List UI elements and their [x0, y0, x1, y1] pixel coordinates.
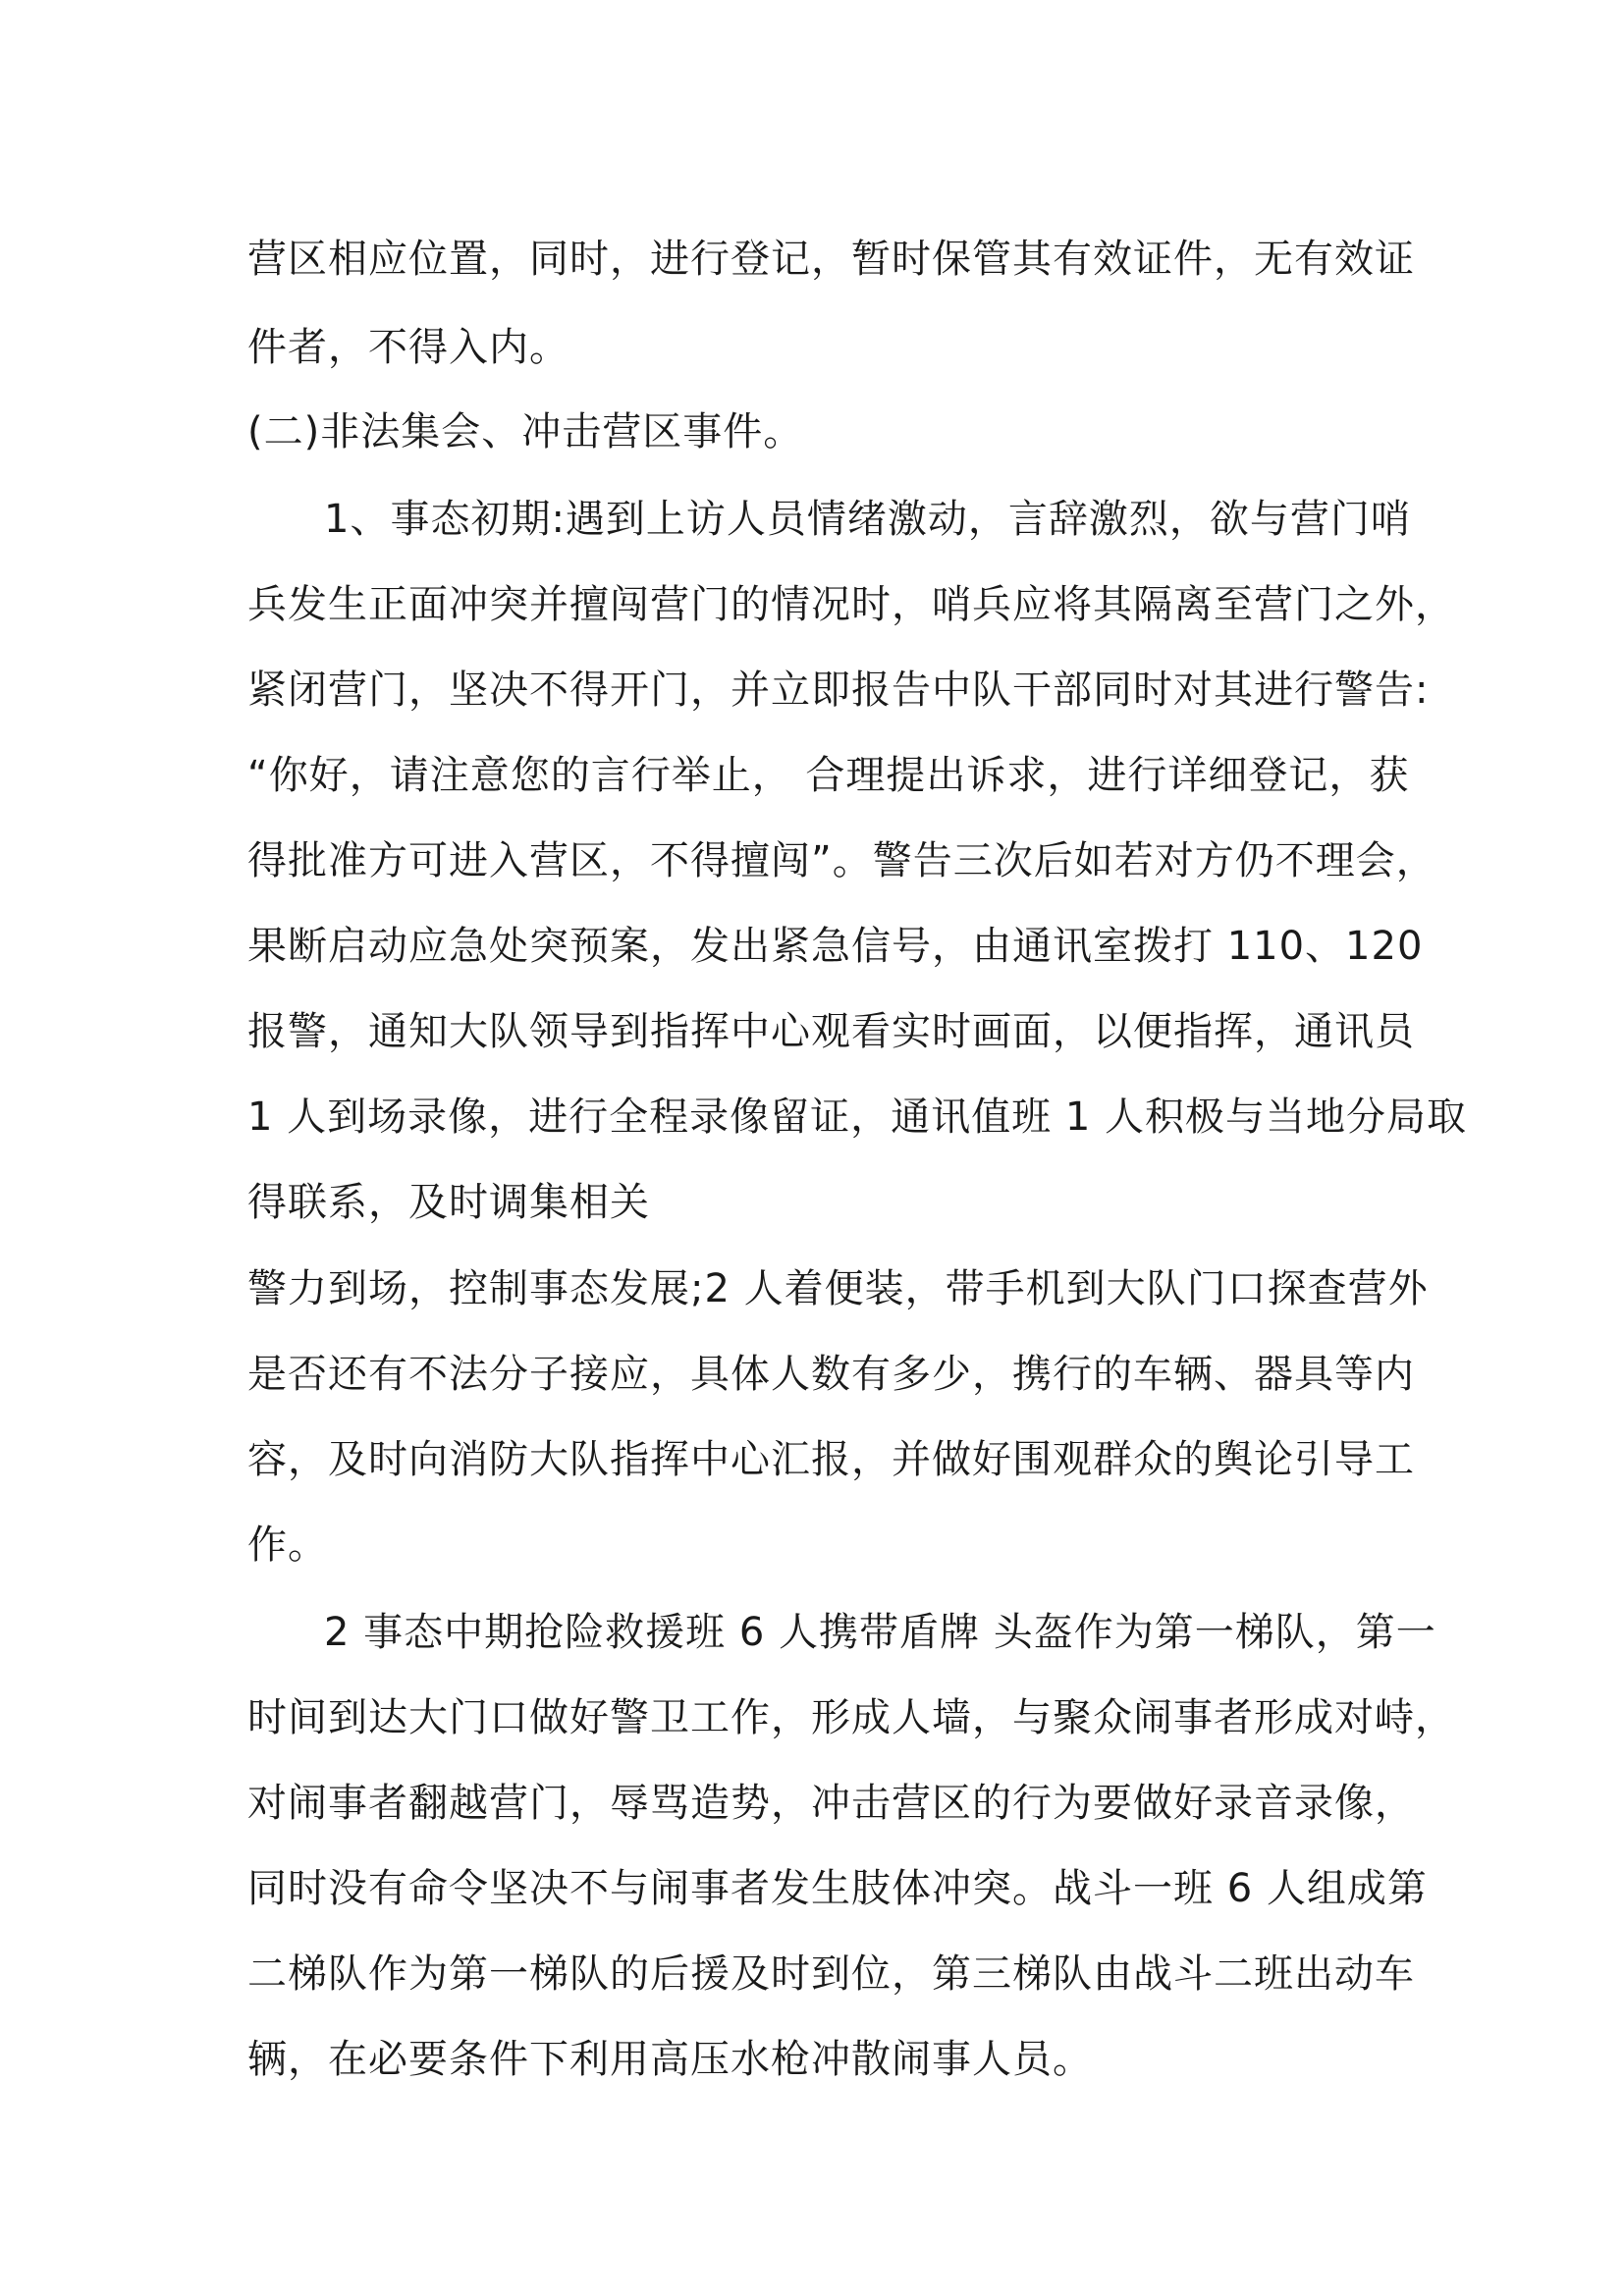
- text-line: 时间到达大门口做好警卫工作，形成人墙，与聚众闹事者形成对峙，: [247, 1695, 1455, 1740]
- text-line: 紧闭营门，坚决不得开门，并立即报告中队干部同时对其进行警告:: [247, 667, 1430, 713]
- text-line: 容，及时向消防大队指挥中心汇报，并做好围观群众的舆论引导工: [247, 1437, 1415, 1482]
- text-line: 得联系，及时调集相关: [247, 1180, 650, 1225]
- text-line: 件者，不得入内。: [247, 325, 569, 370]
- text-line: 同时没有命令坚决不与闹事者发生肢体冲突。战斗一班 6 人组成第: [247, 1866, 1428, 1911]
- text-line: 是否还有不法分子接应，具体人数有多少，携行的车辆、器具等内: [247, 1352, 1415, 1397]
- text-line: 二梯队作为第一梯队的后援及时到位，第三梯队由战斗二班出动车: [247, 1951, 1415, 1997]
- text-line: 1、事态初期:遇到上访人员情绪激动，言辞激烈，欲与营门哨: [324, 497, 1411, 542]
- text-line: “你好，请注意您的言行举止， 合理提出诉求，进行详细登记，获: [247, 753, 1410, 798]
- section-heading: (二)非法集会、冲击营区事件。: [247, 409, 804, 454]
- text-line: 警力到场，控制事态发展;2 人着便装，带手机到大队门口探查营外: [247, 1266, 1429, 1311]
- text-line: 营区相应位置，同时，进行登记，暂时保管其有效证件，无有效证: [247, 237, 1415, 282]
- text-line: 果断启动应急处突预案，发出紧急信号，由通讯室拨打 110、120: [247, 924, 1424, 969]
- text-line: 对闹事者翻越营门，辱骂造势，冲击营区的行为要做好录音录像，: [247, 1781, 1415, 1826]
- text-line: 报警，通知大队领导到指挥中心观看实时画面，以便指挥，通讯员: [247, 1009, 1415, 1054]
- text-line: 兵发生正面冲突并擅闯营门的情况时，哨兵应将其隔离至营门之外，: [247, 582, 1455, 627]
- text-line: 1 人到场录像，进行全程录像留证，通讯值班 1 人积极与当地分局取: [247, 1095, 1468, 1140]
- text-line: 2 事态中期抢险救援班 6 人携带盾牌 头盔作为第一梯队，第一: [324, 1610, 1436, 1655]
- text-line: 辆，在必要条件下利用高压水枪冲散闹事人员。: [247, 2037, 1093, 2082]
- text-line: 得批准方可进入营区，不得擅闯”。警告三次后如若对方仍不理会，: [247, 838, 1436, 883]
- text-line: 作。: [247, 1522, 328, 1568]
